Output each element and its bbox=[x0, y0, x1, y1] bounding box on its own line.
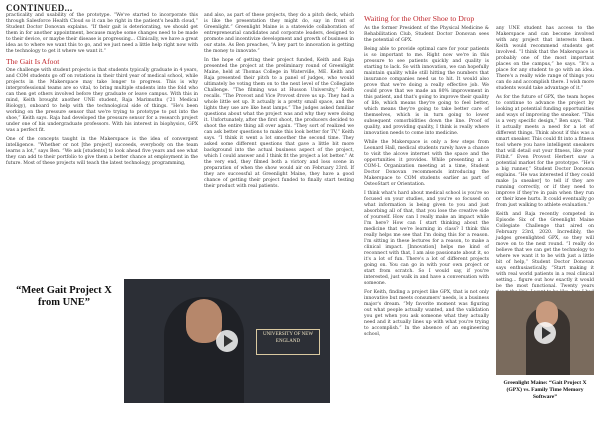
paragraph-text: Keith and Raja recently competed in Episode Six of the Greenlight Maine Collegiate Challenge that aired on February 23rd, 2020. Incredibly, the judges greenlighted GPX, so they will move on to the next round. “I really do believe that we can get the technology to where we want it to be with just a little bit of help,” Student Doctor Donovan says enthusiastically. “Start making it with real world patients in a real clinical setting... figure out how exactly it would be the most functional. Twenty years bbox=[496, 212, 594, 289]
paragraph bbox=[496, 212, 594, 303]
paragraph: As the former President of the Physical Medicine & Rehabilitation Club, Student Doctor Donovan sees the potential of GPX. bbox=[364, 26, 489, 43]
paragraph: For Keith, finding a project like GPX, that is not only innovative but meets consumers' needs, is a business major's dream. “My favorite moment was figuring out what people actually wanted, and the validation you get when you ask someone what they actually need and it actually lines up with what you're trying to accomplish.” In the absence of an engineering school, bbox=[364, 290, 489, 337]
article-column-2 bbox=[204, 13, 354, 193]
article-column-4 bbox=[496, 26, 594, 306]
paragraph: any UNE student has access to the Makerspace and can become involved with any project that interests them. Keith would recommend students get involved. “I think that the Makerspace is probably one of the most important places on the campus,” he says. “It's a place for any student to go with an idea. There's a really wide range of things you can do and accomplish there. I wish more students would take advantage of it.” bbox=[496, 26, 594, 91]
paragraph: and also, as part of these projects, they do a pitch deck, which is like the presentation they might do, say in front of Greenlight.” Greenlight Maine is a statewide collaboration of entrepreneurial candidates and corporate leaders, designed to promote and incentivize development and growth of business in our state. As Ben preaches, “A key part to innovation is getting the money to innovate.” bbox=[204, 13, 354, 54]
video-thumbnail-meet-gait[interactable] bbox=[124, 279, 330, 403]
page-header-title: CONTINUED... bbox=[6, 3, 73, 13]
play-icon[interactable] bbox=[534, 322, 556, 344]
une-logo-badge: UNIVERSITY OF NEW ENGLAND bbox=[256, 329, 320, 355]
paragraph: One of the concepts taught in the Makerspace is the idea of convergent intelligence. “Whether or not [the project] succeeds, everybody on the team learns a lot,” says Ben. “We ask [students] to look ahead five years and see what they can add to their portfolio to give them a better chance at employment in the future. Most of these projects will teach the latest technology, programming, bbox=[6, 137, 198, 166]
paragraph: While the Makerspace is only a few steps from Leonard Hall, medical students rarely have a chance to visit the alcove internet with the space and the opportunities it provides. While presenting at a COM-L Organization meeting at a time, Student Doctor Donovan recommends introducing the Makerspace to COM students earlier as part of OsteoStart or Orientation. bbox=[364, 140, 489, 187]
pull-quote: “Meet Gait Project X from UNE” bbox=[16, 285, 112, 308]
paragraph: As for the future of GPX, the team hopes to continue to advance the project by looking at potential funding opportunities and ways of improving the sneaker. “This is a very specific design,” Ben says. “But it actually meets a need for a lot of different things. Think about if this was a smart sneaker. This could fit into a fitness tool where you have intelligent sneakers that will detail out your fitness, like your Fitbit.” Even Provost Herbert saw a potential market for the prototype. “He's a big runner,” Student Doctor Donovan explains. “He was interested if they could make [a sneaker] to tell if they are running correctly, or if they need to improve if they're in pain when they run or their knee hurts. It could eventually go from just walking to athlete evaluation.” bbox=[496, 95, 594, 208]
article-column-3 bbox=[364, 26, 489, 341]
paragraph: practicality and usability of the prototype. “We've started to incorporate this through Salesforce Health Cloud so it can be right in the patient's health cloud,” Student Doctor Donovan explains. “If their gait is deteriorating, we should get them in for another appointment, because maybe some changes need to be made to their device, or maybe their disease is progressing... Clinically, we have a great idea as to where we want this to go, and we just need a little help right now with the technology to get it where we want it.” bbox=[6, 13, 198, 54]
play-icon[interactable] bbox=[216, 330, 238, 352]
section-heading-gait-is-afoot: The Gait Is Afoot bbox=[6, 57, 60, 66]
article-column-1 bbox=[6, 13, 198, 170]
video-thumbnail-greenlight[interactable] bbox=[496, 291, 594, 375]
section-heading-waiting: Waiting for the Other Shoe to Drop bbox=[364, 14, 475, 23]
video-caption: Greenlight Maine: “Gait Project X (GPX) vs. Family Time Memory Software” bbox=[503, 380, 587, 400]
paragraph: I think what's hard about medical school is you're so focused on your studies, and you're so focused on what information is being given to you and just absorbing all of that, that you lose the creative side of yourself. How can I really make an impact while I'm here? How can I start thinking about the medicine that we're learning in class? I think this really helps me see that I'm doing this for a reason. I'm sitting in these lectures for a reason, to make a clinical impact. [Innovation] helps me kind of reconnect with that, I am also passionate about it, so it's a lot of fun. There's a lot of different projects going on. You can go in with your own project or start from scratch. So I would say, if you're interested, just walk in and have a conversation with someone. bbox=[364, 191, 489, 286]
paragraph: One challenge with student projects is that students typically graduate in 4 years, and COM students go off on rotations in their third year of medical school, while projects in the Makerspace may take longer to progress. This is why interprofessional teams are so vital, to bring multiple students into the fold who can then get others involved before they graduate or leave campus. With this in mind, Keith brought another UNE student, Raja Marimuthu (’21 Medical Biology), onboard to help with the technological side of things. “He's been working on the pressure sensor that we're trying to prototype to put into the shoe,” Keith says. Raja had developed the pressure sensor for a research project under one of his undergraduate professors. With his interest in biophysics, GPX was a perfect fit. bbox=[6, 68, 198, 133]
paragraph: Being able to provide optimal care for your patients is so important to me. Right now we're in this pressure to see patients quickly and quality is starting to lack. So with innovation, we can hopefully maintain quality while still hitting the numbers that insurance companies need us to hit. It would also prove that we're doing a really effective job. We could prove that we made an 80% improvement in this patient, and that's going to improve their quality of life, which means they're going to feel better, which means they're going to take better care of themselves, which is in turn going to lower subsequent comorbidities down the line. Proof of quality, and providing quality, I think is really where innovation needs to come into medicine. bbox=[364, 47, 489, 136]
paragraph: In the hope of getting their project funded, Keith and Raja presented the project at the preliminary round of Greenlight Maine, held at Thomas College in Waterville, ME. Keith and Raja presented their pitch to a panel of judges, who would ultimately be voting them on to the next level of the Collegiate Challenge. “The filming was at Husson University,” Keith recalls. “The Provost and Vice Provost drove us up. They had a whole little set up. It actually is a pretty small space, and the lights they use are like heat lamps.” The judges asked familiar questions about what the project was and why they were doing it. Unfortunately, after the first shoot, the producers decided to shoot the entire thing all over again. “They sort of realized we can ask better questions to make this look better for TV,” Keith says. “I think it went a lot smoother the second time. They asked some different questions that gave a little bit more background into the actual business aspect of the project, which I could answer and I think fit the project a lot better.” At the very end, they filmed both a victory and loss scene in preparation of when the show would air on February 23rd. If they are successful at Greenlight Maine, they have a good chance of getting their project funded to finally start testing their product with real patients. bbox=[204, 58, 354, 189]
